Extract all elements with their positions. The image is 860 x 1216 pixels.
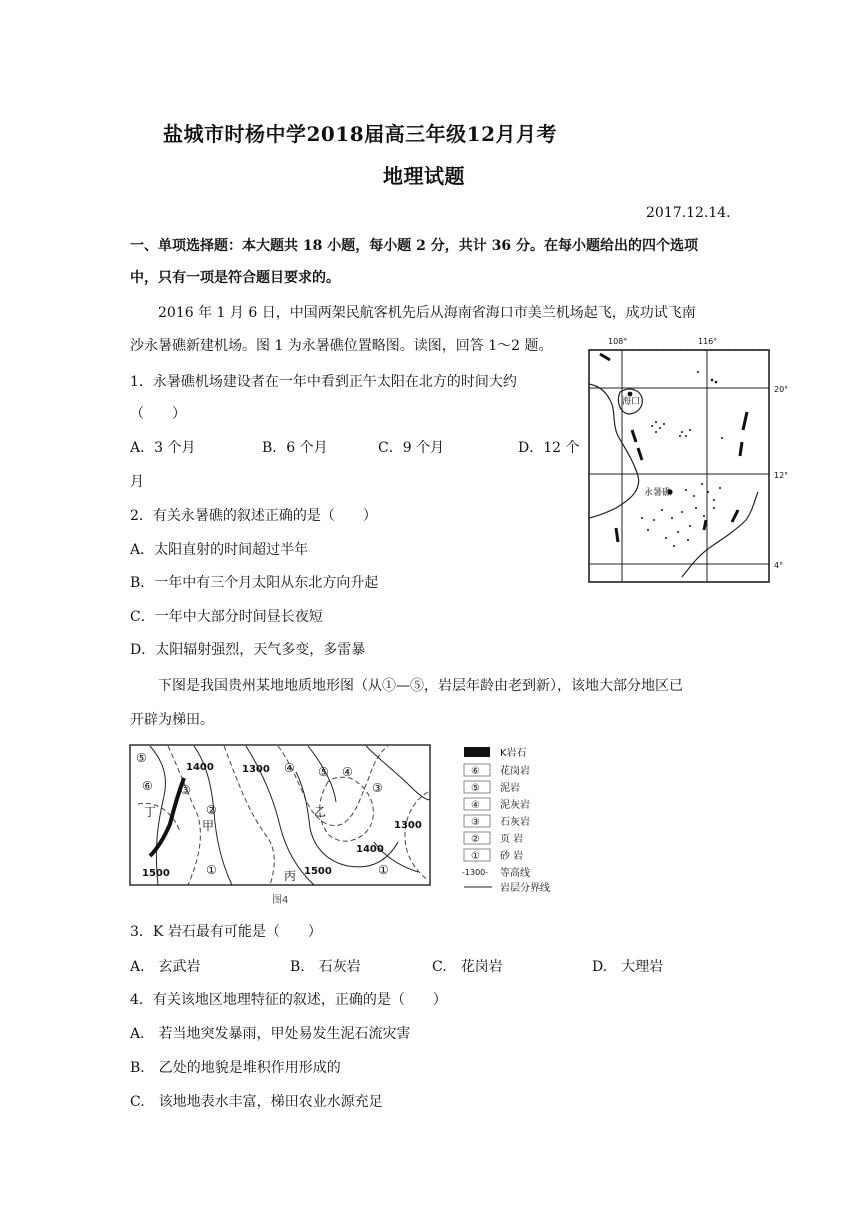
- legend-symbol: ①: [471, 851, 480, 862]
- map2-rock-mark: ④: [284, 761, 295, 775]
- map2-label-yi: 乙: [314, 805, 327, 819]
- legend-label-limestone: 石灰岩: [500, 817, 530, 828]
- intro1-line1: 2016 年 1 月 6 日，中国两架民航客机先后从海南省海口市美兰机场起飞，成功试飞南: [158, 305, 696, 321]
- legend-label-mudstone: 泥岩: [500, 783, 520, 794]
- map2-rock-mark: ③: [180, 783, 191, 797]
- map1-label-yongshu: 永暑礁: [644, 488, 672, 498]
- yongshu-reef-map: [586, 332, 832, 586]
- map2-label-bing: 丙: [284, 869, 297, 883]
- exam-title: 盐城市时杨中学2018届高三年级12月月考: [163, 122, 557, 146]
- q3-stem: 3．K 岩石最有可能是（ ）: [130, 924, 322, 940]
- q1-option-c: C．9 个月: [378, 440, 445, 456]
- q1-option-b: B．6 个月: [262, 440, 328, 456]
- q3-option-d: D. 大理岩: [592, 959, 664, 975]
- map2-contour-label-1400-b: 1400: [356, 844, 384, 855]
- legend-symbol: ⑤: [471, 783, 480, 794]
- q4-option-c: C. 该地地表水丰富，梯田农业水源充足: [130, 1094, 383, 1110]
- map2-rock-mark: ②: [206, 803, 217, 817]
- map2-label-ding: 丁: [144, 805, 157, 819]
- map1-lat-label-12: 12°: [774, 471, 789, 480]
- legend-symbol: ⑥: [471, 766, 480, 777]
- legend-label-shale: 页 岩: [500, 834, 524, 845]
- map2-contour-label-1400-a: 1400: [186, 762, 214, 773]
- q2-stem: 2．有关永暑礁的叙述正确的是（ ）: [130, 508, 377, 524]
- q1-bracket: （ ）: [130, 406, 186, 422]
- map1-lon-label-116: 116°: [698, 337, 718, 346]
- map2-label-jia: 甲: [202, 819, 215, 833]
- intro2-line1: 下图是我国贵州某地地质地形图（从①—⑤，岩层年龄由老到新），该地大部分地区已: [158, 678, 683, 694]
- q3-option-b: B. 石灰岩: [290, 959, 361, 975]
- map2-rock-mark: ①: [378, 863, 389, 877]
- q2-option-c: C．一年中大部分时间昼长夜短: [130, 609, 323, 625]
- map2-contour-label-1500-b: 1500: [304, 866, 332, 877]
- legend-label-marl: 泥灰岩: [500, 800, 530, 811]
- map2-caption: 图4: [272, 895, 289, 906]
- map2-rock-mark: ③: [372, 781, 383, 795]
- q3-option-a: A. 玄武岩: [130, 959, 201, 975]
- q1-option-a: A．3 个月: [130, 440, 196, 456]
- legend-symbol: ②: [471, 834, 480, 845]
- map2-rock-mark: ⑤: [318, 765, 329, 779]
- q2-option-b: B．一年中有三个月太阳从东北方向升起: [130, 575, 379, 591]
- legend-label-contour: 等高线: [500, 868, 530, 879]
- map2-rock-mark: ⑤: [136, 751, 147, 765]
- legend-symbol: ④: [471, 800, 480, 811]
- legend-label-sandstone: 砂 岩: [500, 851, 524, 862]
- q3-option-c: C. 花岗岩: [432, 959, 503, 975]
- q1-stem: 1．永暑礁机场建设者在一年中看到正午太阳在北方的时间大约: [130, 374, 517, 390]
- q4-option-a: A. 若当地突发暴雨，甲处易发生泥石流灾害: [130, 1026, 411, 1042]
- map2-rock-mark: ④: [342, 765, 353, 779]
- map2-rock-mark: ①: [206, 863, 217, 877]
- q1-option-d: D．12 个: [518, 440, 580, 456]
- legend-label-boundary: 岩层分界线: [500, 883, 550, 894]
- q1-option-d-wrap: 月: [130, 474, 144, 490]
- map1-lat-label-20: 20°: [774, 385, 789, 394]
- legend-symbol: ③: [471, 817, 480, 828]
- geology-topography-map: [128, 742, 568, 908]
- section-heading-line2: 中，只有一项是符合题目要求的。: [130, 270, 340, 286]
- q2-option-d: D．太阳辐射强烈，天气多变，多雷暴: [130, 642, 366, 658]
- map2-contour-label-1300-b: 1300: [394, 820, 422, 831]
- intro2-line2: 开辟为梯田。: [130, 712, 214, 728]
- exam-subtitle: 地理试题: [383, 164, 465, 188]
- map1-lat-label-4: 4°: [774, 561, 784, 570]
- map2-contour-label-1500-a: 1500: [142, 868, 170, 879]
- map2-rock-mark: ⑥: [142, 779, 153, 793]
- map1-label-haikou: 海口: [622, 397, 641, 407]
- map2-legend: [462, 746, 550, 894]
- section-heading-line1: 一、单项选择题：本大题共 18 小题，每小题 2 分，共计 36 分。在每小题给出的四个选项: [130, 238, 698, 254]
- legend-label-granite: 花岗岩: [500, 766, 530, 777]
- legend-label-k-rock: K岩石: [500, 748, 527, 759]
- q4-option-b: B. 乙处的地貌是堆积作用形成的: [130, 1060, 341, 1076]
- legend-symbol-contour: -1300-: [462, 868, 489, 877]
- q2-option-a: A．太阳直射的时间超过半年: [130, 542, 309, 558]
- exam-date: 2017.12.14.: [646, 205, 731, 221]
- map2-contour-label-1300-a: 1300: [242, 764, 270, 775]
- intro1-line2: 沙永暑礁新建机场。图 1 为永暑礁位置略图。读图，回答 1～2 题。: [130, 338, 553, 354]
- map1-lon-label-108: 108°: [608, 337, 628, 346]
- q4-stem: 4．有关该地区地理特征的叙述，正确的是（ ）: [130, 992, 447, 1008]
